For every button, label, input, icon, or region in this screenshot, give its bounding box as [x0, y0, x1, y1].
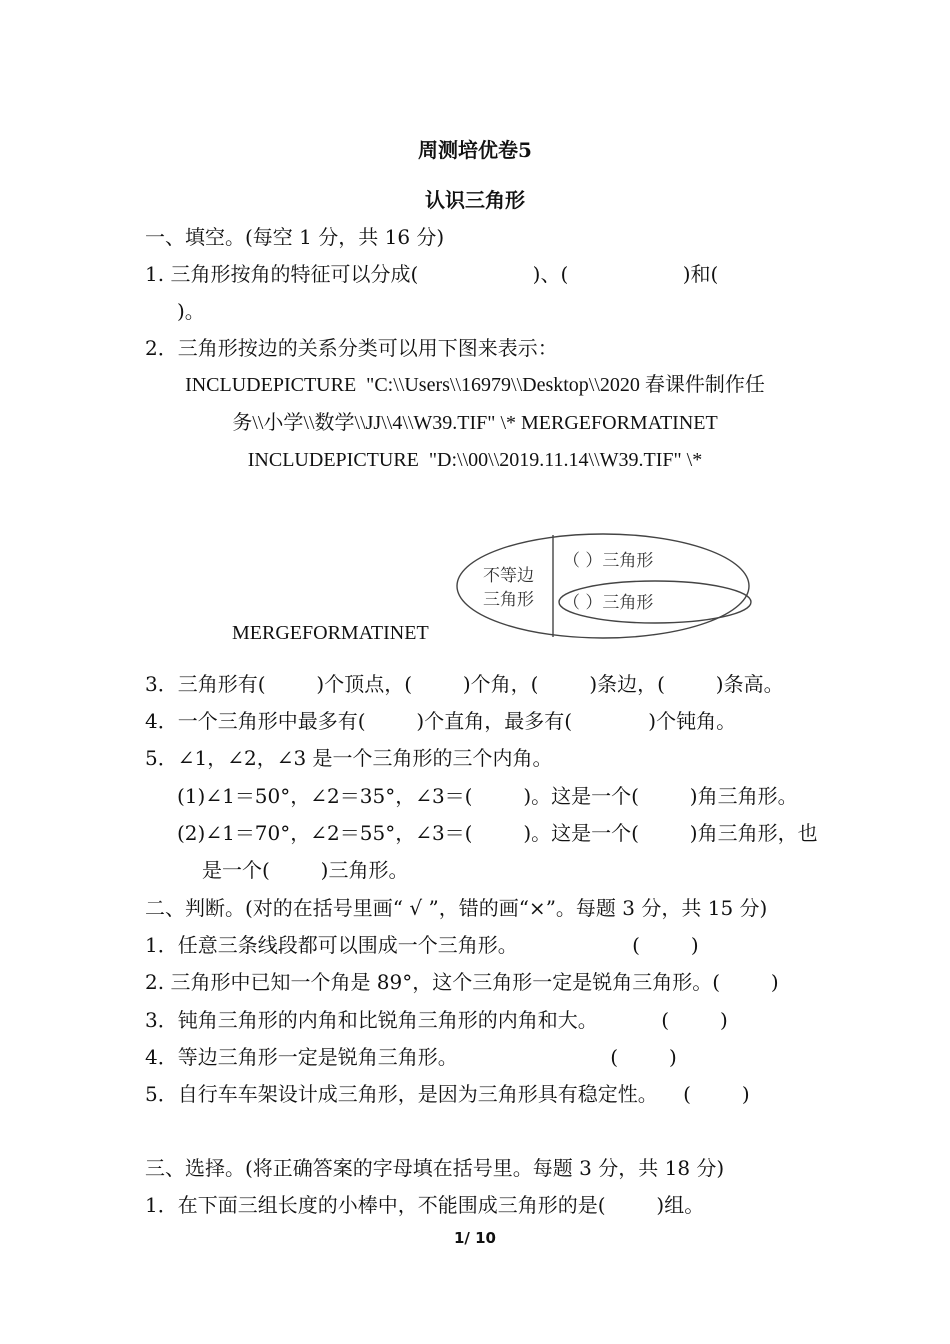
- judge-item-3: 3．钝角三角形的内角和比锐角三角形的内角和大。 ( ): [145, 1008, 728, 1032]
- judge-item-4: 4．等边三角形一定是锐角三角形。 ( ): [145, 1045, 677, 1069]
- triangle-classification-diagram: [455, 532, 755, 640]
- upper-region-label: （ ）三角形: [563, 551, 654, 571]
- inner-region-label: （ ）三角形: [563, 593, 654, 613]
- q5-part1: (1)∠1＝50°，∠2＝35°，∠3＝( )。这是一个( )角三角形。: [177, 784, 798, 808]
- q5-text: 5．∠1，∠2，∠3 是一个三角形的三个内角。: [145, 746, 553, 770]
- choice-q1: 1．在下面三组长度的小棒中，不能围成三角形的是( )组。: [145, 1193, 705, 1217]
- page-subtitle: 认识三角形: [425, 188, 525, 212]
- judge-item-5: 5．自行车车架设计成三角形，是因为三角形具有稳定性。 ( ): [145, 1082, 750, 1106]
- section3-heading: 三、选择。(将正确答案的字母填在括号里。每题 3 分，共 18 分): [145, 1156, 725, 1180]
- q5-part2-line1: (2)∠1＝70°，∠2＝55°，∠3＝( )。这是一个( )角三角形，也: [177, 821, 818, 845]
- outer-ellipse: [457, 534, 749, 638]
- q4-text: 4．一个三角形中最多有( )个直角，最多有( )个钝角。: [145, 709, 737, 733]
- section1-heading: 一、填空。(每空 1 分，共 16 分): [145, 225, 445, 249]
- page-number: 1/ 10: [453, 1229, 496, 1247]
- q2-text: 2．三角形按边的关系分类可以用下图来表示：: [145, 336, 558, 360]
- include-field-1-line1: INCLUDEPICTURE "C:\\Users\\16979\\Desktop\\2020 春课件制作任: [185, 374, 765, 396]
- q1-line1: 1. 三角形按角的特征可以分成( )、( )和(: [145, 262, 719, 286]
- page-title: 周测培优卷5: [418, 138, 532, 162]
- q5-part2-line2: 是一个( )三角形。: [202, 858, 409, 882]
- q1-line2: )。: [177, 299, 205, 323]
- judge-item-1: 1．任意三条线段都可以围成一个三角形。 ( ): [145, 933, 699, 957]
- include-field-2: INCLUDEPICTURE "D:\\00\\2019.11.14\\W39.TIF" \*: [247, 449, 703, 471]
- outer-label-line2: 三角形: [483, 590, 534, 610]
- judge-item-2: 2. 三角形中已知一个角是 89°，这个三角形一定是锐角三角形。( ): [145, 970, 779, 994]
- q3-text: 3．三角形有( )个顶点，( )个角，( )条边，( )条高。: [145, 672, 784, 696]
- section2-heading: 二、判断。(对的在括号里画“ √ ”，错的画“×”。每题 3 分，共 15 分): [145, 896, 768, 920]
- include-field-1-line2: 务\\小学\\数学\\JJ\\4\\W39.TIF" \* MERGEFORMATINET: [232, 412, 718, 434]
- merge-format-tail: MERGEFORMATINET: [232, 622, 429, 644]
- outer-label-line1: 不等边: [483, 566, 534, 586]
